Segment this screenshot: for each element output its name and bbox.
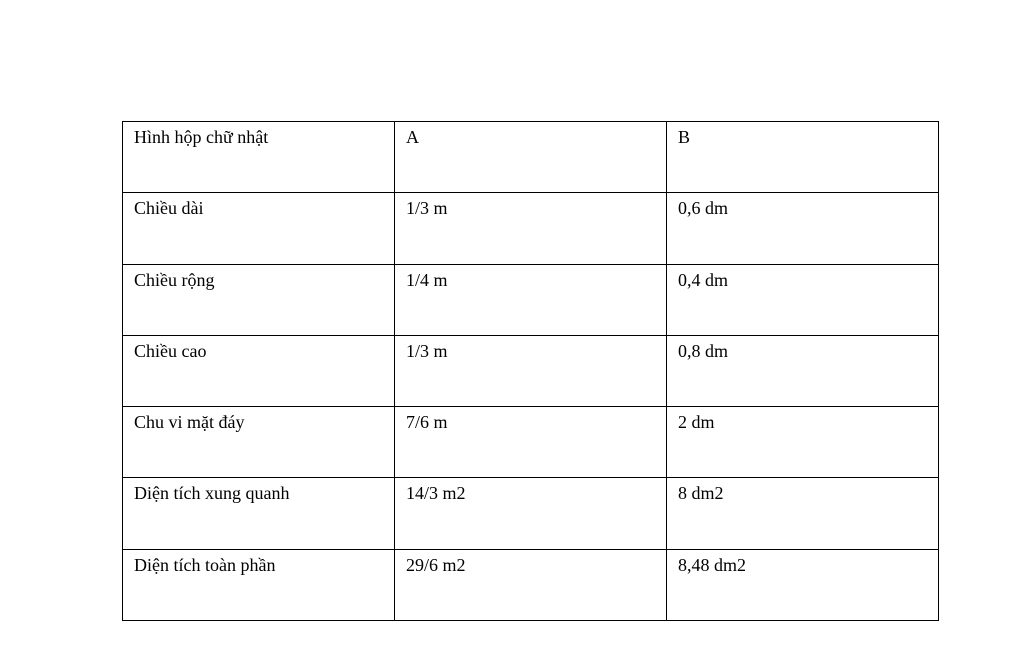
row-value-b: 8 dm2 [667,478,939,549]
row-label: Diện tích xung quanh [123,478,395,549]
table-row [123,549,939,620]
table-row [123,264,939,335]
row-value-a: 14/3 m2 [395,478,667,549]
row-value-b: 0,4 dm [667,264,939,335]
row-value-b: 0,6 dm [667,193,939,264]
row-value-a: 29/6 m2 [395,549,667,620]
table-row [123,478,939,549]
data-table [122,121,939,621]
row-value-b: 0,8 dm [667,335,939,406]
row-value-a: 1/4 m [395,264,667,335]
row-label: Chiều cao [123,335,395,406]
header-cell-b: B [667,122,939,193]
row-value-a: 7/6 m [395,407,667,478]
row-label: Diện tích toàn phần [123,549,395,620]
table-row [123,407,939,478]
header-cell-shape: Hình hộp chữ nhật [123,122,395,193]
table-row [123,335,939,406]
row-label: Chiều rộng [123,264,395,335]
row-value-b: 2 dm [667,407,939,478]
table-header-row [123,122,939,193]
table-row [123,193,939,264]
row-label: Chu vi mặt đáy [123,407,395,478]
row-label: Chiều dài [123,193,395,264]
row-value-b: 8,48 dm2 [667,549,939,620]
row-value-a: 1/3 m [395,335,667,406]
row-value-a: 1/3 m [395,193,667,264]
header-cell-a: A [395,122,667,193]
